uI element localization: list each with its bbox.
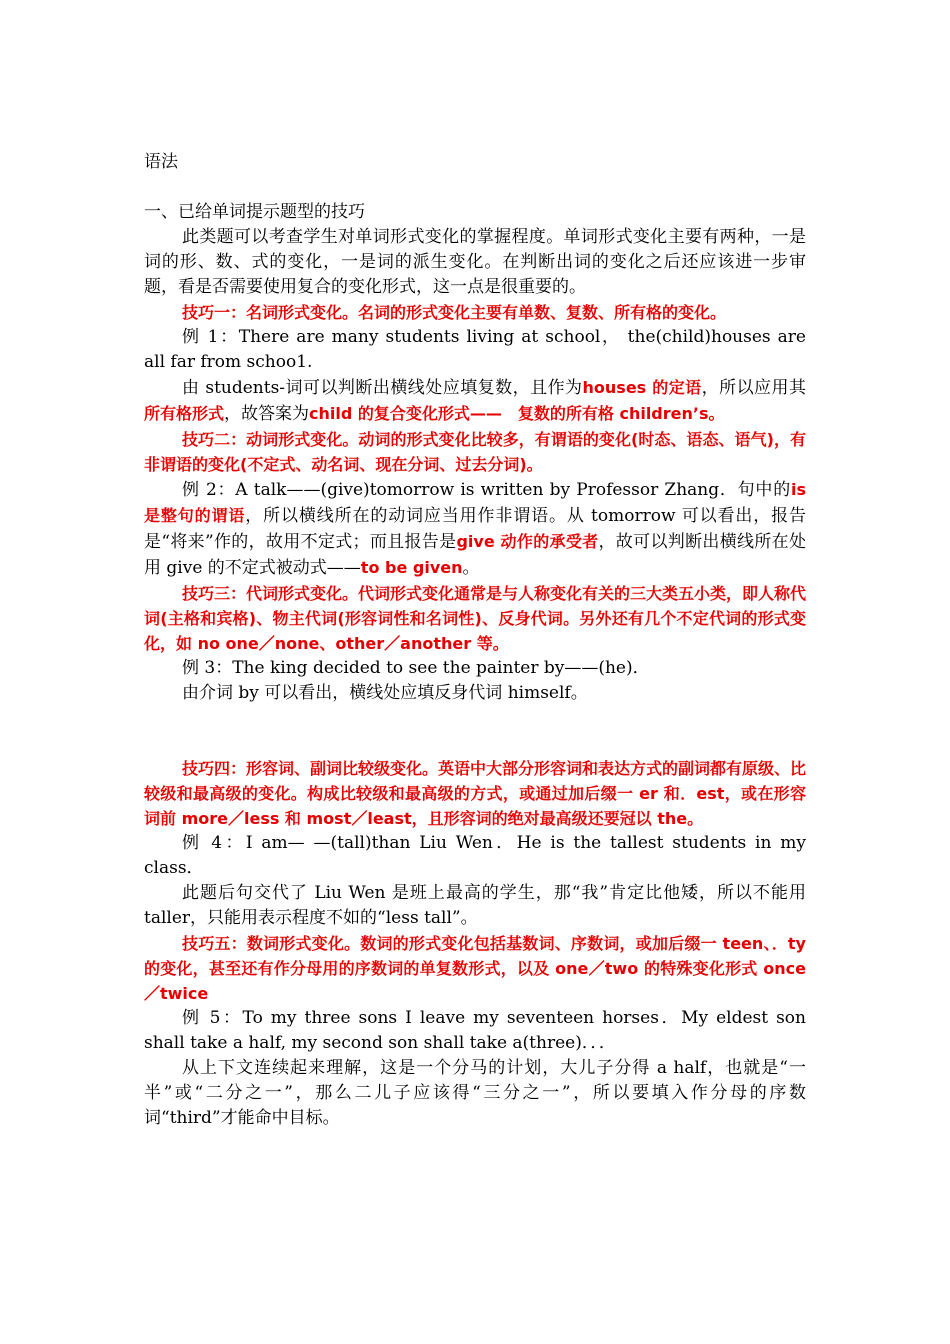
example-3-explanation: 由介词 by 可以看出，横线处应填反身代词 himself。	[182, 683, 588, 703]
example-1: 例 1：There are many students living at school， the(child)houses are all far from schoo1.	[144, 327, 806, 372]
example-3: 例 3：The king decided to see the painter by——(he)．	[182, 658, 650, 678]
ex1-text-a: 由 students-词可以判断出横线处应填复数，且作为	[182, 378, 583, 398]
example-4-explanation: 此题后句交代了 Liu Wen 是班上最高的学生，那“我”肯定比他矮，所以不能用 taller，只能用表示程度不如的“less tall”。	[144, 883, 806, 928]
ex1-highlight-b: houses 的定语	[582, 378, 702, 397]
example-5-explanation: 从上下文连续起来理解，这是一个分马的计划，大儿子分得 a half，也就是“一半”或“二分之一”，那么二儿子应该得“三分之一”，所以要填入作分母的序数词“third”才能命中目标。	[144, 1058, 806, 1128]
example-4: 例 4：I am— —(tall)than Liu Wen．He is the tallest students in my class．	[144, 833, 806, 878]
ex1-text-c: ，所以应用其	[701, 378, 806, 398]
example-2	[144, 477, 806, 581]
ex2-text-a: 例 2：A talk——(give)tomorrow is written by Professor Zhang．句中的	[182, 480, 791, 500]
document-body	[144, 150, 806, 1131]
ex1-text-e: ，故答案为	[224, 404, 310, 424]
tip-2: 技巧二：动词形式变化。动词的形式变化比较多，有谓语的变化(时态、语态、语气)，有非谓语的变化(不定式、动名词、现在分词、过去分词)。	[144, 430, 806, 474]
ex2-highlight-f: to be given	[360, 558, 463, 577]
tip-5: 技巧五：数词形式变化。数词的形式变化包括基数词、序数词，或加后缀一 teen、．ty 的变化，甚至还有作分母用的序数词的单复数形式，以及 one／two 的特殊变化形式 once／twice	[144, 934, 806, 1003]
section-heading: 一、已给单词提示题型的技巧	[144, 202, 365, 222]
blank-gap	[144, 706, 806, 756]
tip-1: 技巧一：名词形式变化。名词的形式变化主要有单数、复数、所有格的变化。	[182, 303, 727, 322]
tip-4: 技巧四：形容词、副词比较级变化。英语中大部分形容词和表达方式的副词都有原级、比较级和最高级的变化。构成比较级和最高级的方式，或通过加后缀一 er 和．est，或在形容词前 more／less 和 most／least，且形容词的绝对最高级还要冠以 the。	[144, 759, 807, 828]
ex2-highlight-d: give 动作的承受者	[456, 532, 599, 551]
ex1-highlight-f: child 的复合变化形式—— 复数的所有格 children’s。	[309, 404, 725, 423]
ex2-text-g: 。	[462, 558, 480, 578]
ex1-highlight-d: 所有格形式	[144, 404, 225, 423]
ex2-text-c: ，所以横线所在的动词应当用作非谓语。从 tomorrow 可以看出，报告是“将来”作的，故用不定式；而且报告是	[144, 506, 806, 552]
intro-paragraph: 此类题可以考查学生对单词形式变化的掌握程度。单词形式变化主要有两种，一是词的形、数、式的变化，一是词的派生变化。在判断出词的变化之后还应该进一步审题，看是否需要使用复合的变化形式，这一点是很重要的。	[144, 227, 806, 297]
ex2-highlight-b: is 是整句的谓语	[144, 480, 806, 525]
doc-title: 语法	[144, 152, 178, 172]
ex2-text-e: ，故可以判断出横线所在处用 give 的不定式被动式——	[144, 532, 806, 578]
example-1-explanation	[144, 375, 806, 427]
tip-3: 技巧三：代词形式变化。代词形式变化通常是与人称变化有关的三大类五小类，即人称代词(主格和宾格)、物主代词(形容词性和名词性)、反身代词。另外还有几个不定代词的形式变化，如 no one／none、other／another 等。	[144, 584, 807, 653]
example-5: 例 5：To my three sons I leave my seventeen horses．My eldest son shall take a half, my second son shall take a(three)．．．	[144, 1008, 806, 1053]
